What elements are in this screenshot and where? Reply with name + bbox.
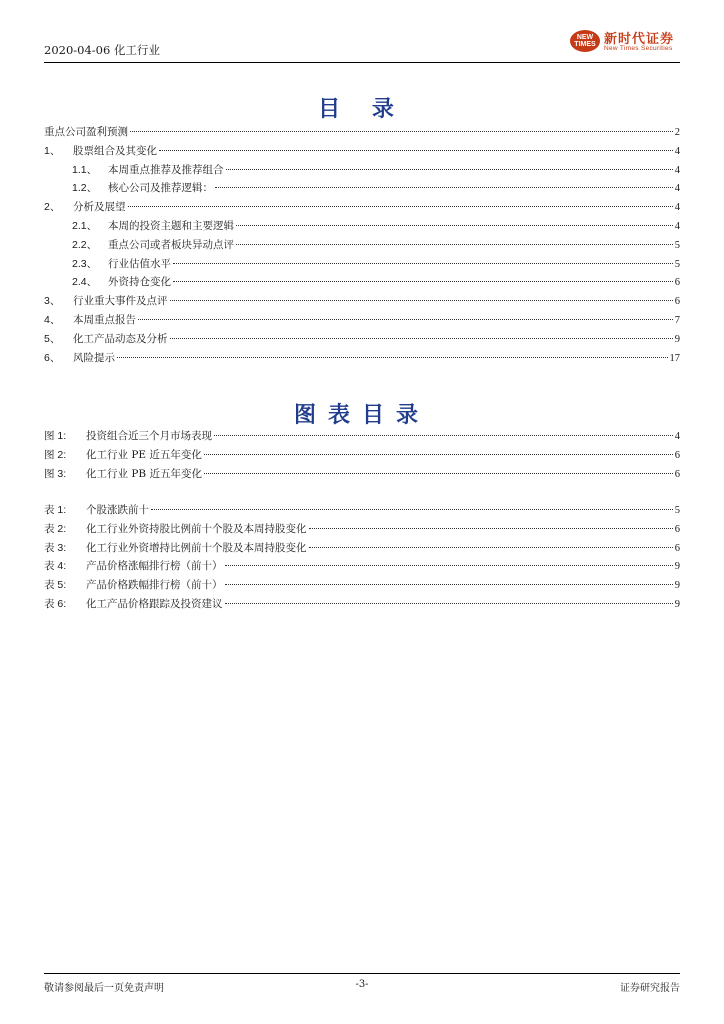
toc-entry[interactable] [44,256,680,275]
toc-entry[interactable] [44,596,680,615]
toc-entry-label: 化工产品动态及分析 [73,332,168,345]
toc-entry-page: 5 [674,239,680,251]
toc-leader-dots [170,338,673,339]
toc-entry-page: 6 [674,523,680,535]
toc-entry-number: 5、 [44,332,61,345]
toc-entry-number: 表 5: [44,579,67,592]
toc-entry-number: 1、 [44,144,61,157]
toc-entry[interactable] [44,577,680,596]
toc-leader-dots [225,603,673,604]
page-number: -3- [355,979,369,990]
toc-entry-label: 化工行业 PE 近五年变化 [86,448,202,461]
toc-leader-dots [226,169,673,170]
toc-leader-dots [204,454,673,455]
toc-entry[interactable] [44,274,680,293]
toc-entry[interactable] [44,124,680,143]
toc-entry-label: 核心公司及推荐逻辑： [108,182,213,195]
toc-leader-dots [309,528,673,529]
toc-entry-page: 4 [674,202,680,214]
footer-disclaimer: 敬请参阅最后一页免责声明 [44,983,164,994]
toc-entry[interactable] [44,293,680,312]
toc-entry-page: 9 [674,580,680,592]
figures-title: 图表目录 [293,403,430,428]
toc-entry-number: 表 6: [44,597,67,610]
toc-entry-page: 4 [674,164,680,176]
toc-leader-dots [215,187,673,188]
toc-entry[interactable] [44,312,680,331]
toc-entry-number: 2.1、 [72,219,98,232]
toc-entry-page: 5 [674,505,680,516]
page-header [44,28,680,63]
toc-entry-label: 行业估值水平 [108,257,171,270]
toc-leader-dots [159,150,673,151]
toc-entry-page: 6 [674,468,680,480]
toc-entry-label: 股票组合及其变化 [73,144,157,157]
toc-entry-number: 图 2: [44,448,67,461]
toc-entry-number: 1.2、 [72,182,98,195]
toc-leader-dots [204,473,673,474]
table-list [44,502,680,615]
toc-entry-number: 4、 [44,313,61,326]
toc-entry-label: 投资组合近三个月市场表现 [86,430,212,442]
toc-entry-number: 表 2: [44,522,67,535]
toc-entry[interactable] [44,218,680,237]
toc-leader-dots [236,225,673,226]
toc-entry[interactable] [44,237,680,256]
toc-entry-label: 化工行业外资增持比例前十个股及本周持股变化 [86,541,307,554]
toc-entry-page: 4 [674,220,680,232]
logo-english-name: New Times Securities [604,45,673,52]
toc-entry[interactable] [44,447,680,466]
toc-entry-number: 图 3: [44,467,67,480]
toc-leader-dots [130,131,673,132]
toc-entry[interactable] [44,540,680,559]
toc-entry[interactable] [44,143,680,162]
toc-entry-number: 6、 [44,351,61,364]
table-of-contents [44,124,680,368]
toc-entry-page: 6 [674,277,680,289]
toc-entry[interactable] [44,502,680,521]
header-date-industry: 2020-04-06 化工行业 [44,43,160,57]
toc-entry-number: 1.1、 [72,163,98,176]
toc-leader-dots [128,206,673,207]
footer-report-type: 证券研究报告 [620,983,680,994]
toc-entry-page: 6 [674,296,680,308]
toc-entry-page: 6 [674,449,680,461]
toc-entry-page: 4 [674,431,680,442]
toc-leader-dots [225,584,673,585]
toc-entry-number: 图 1: [44,430,67,442]
toc-entry-label: 产品价格涨幅排行榜（前十） [86,560,223,573]
toc-leader-dots [138,319,673,320]
toc-entry-number: 2、 [44,201,61,214]
chart-list [44,428,680,484]
toc-entry[interactable] [44,521,680,540]
toc-entry-page: 6 [674,542,680,554]
toc-entry-label: 风险提示 [73,351,115,364]
toc-entry[interactable] [44,180,680,199]
page-footer [44,973,680,994]
toc-entry-page: 2 [674,127,680,138]
toc-entry-page: 7 [674,314,680,326]
toc-entry[interactable] [44,199,680,218]
toc-entry-label: 化工行业 PB 近五年变化 [86,467,202,480]
toc-entry-number: 表 3: [44,541,67,554]
toc-entry-page: 5 [674,258,680,270]
toc-entry-page: 4 [674,183,680,195]
toc-entry-page: 17 [669,352,680,364]
toc-entry-label: 外资持仓变化 [108,276,171,289]
toc-entry-number: 2.3、 [72,257,98,270]
toc-entry-label: 本周重点推荐及推荐组合 [108,163,224,176]
toc-entry-label: 个股涨跌前十 [86,504,149,516]
toc-entry-page: 9 [674,333,680,345]
toc-entry-number: 3、 [44,295,61,308]
toc-entry-page: 9 [674,561,680,573]
toc-entry[interactable] [44,162,680,181]
toc-entry-label: 重点公司盈利预测 [44,126,128,138]
toc-entry-label: 化工行业外资持股比例前十个股及本周持股变化 [86,522,307,535]
toc-entry-number: 表 4: [44,560,67,573]
toc-leader-dots [236,244,673,245]
toc-entry-label: 重点公司或者板块异动点评 [108,238,234,251]
toc-entry[interactable] [44,350,680,369]
toc-leader-dots [117,357,668,358]
logo-chinese-name: 新时代证券 [604,32,675,47]
toc-leader-dots [225,565,673,566]
toc-entry-number: 表 1: [44,504,67,516]
toc-title: 目 录 [318,97,406,122]
toc-leader-dots [309,547,673,548]
toc-entry[interactable] [44,466,680,485]
toc-entry-page: 4 [674,145,680,157]
toc-entry[interactable] [44,558,680,577]
toc-entry-label: 行业重大事件及点评 [73,295,168,308]
toc-entry[interactable] [44,331,680,350]
toc-entry-label: 本周重点报告 [73,313,136,326]
toc-entry-number: 2.2、 [72,238,98,251]
toc-leader-dots [170,300,673,301]
toc-leader-dots [214,435,673,436]
toc-leader-dots [151,509,673,510]
toc-entry-label: 本周的投资主题和主要逻辑 [108,219,234,232]
toc-leader-dots [173,281,673,282]
toc-entry-label: 产品价格跌幅排行榜（前十） [86,579,223,592]
toc-entry[interactable] [44,428,680,447]
logo-badge-icon: NEW TIMES [570,30,600,52]
toc-entry-page: 9 [674,598,680,610]
toc-entry-number: 2.4、 [72,276,98,289]
toc-entry-label: 分析及展望 [73,201,126,214]
company-logo [570,28,680,58]
toc-leader-dots [173,263,673,264]
toc-entry-label: 化工产品价格跟踪及投资建议 [86,597,223,610]
